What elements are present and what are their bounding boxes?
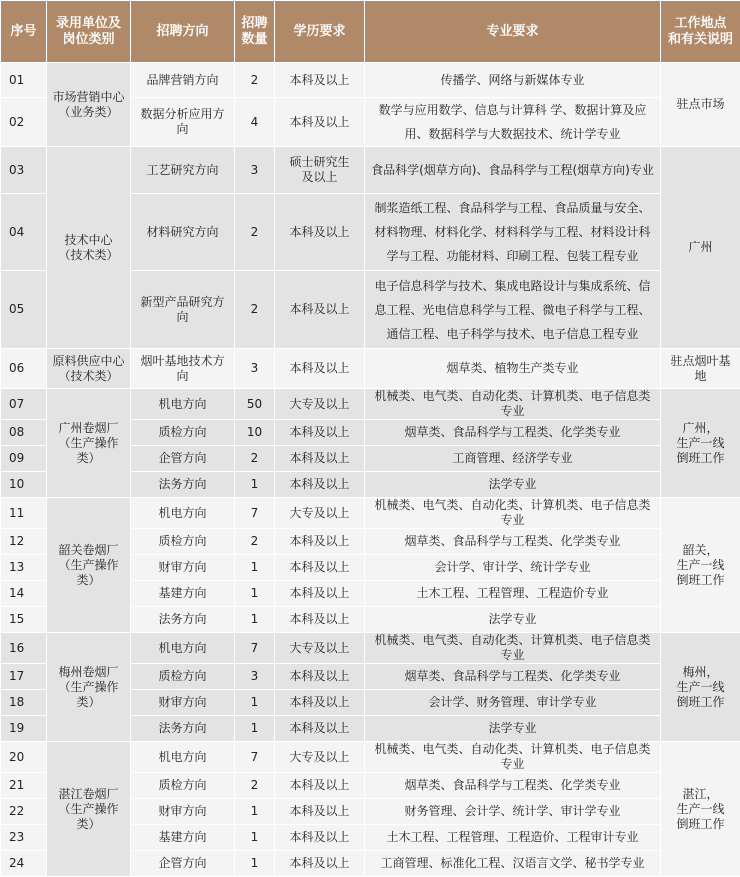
education-cell: 本科及以上	[275, 555, 365, 581]
direction-cell: 质检方向	[131, 773, 235, 799]
row-number: 07	[1, 389, 47, 420]
table-row	[1, 742, 740, 773]
row-number: 21	[1, 773, 47, 799]
unit-cell: 技术中心 （技术类）	[47, 147, 131, 349]
table-row	[1, 633, 740, 664]
count-cell: 2	[235, 194, 275, 271]
count-cell: 7	[235, 633, 275, 664]
direction-cell: 企管方向	[131, 851, 235, 877]
count-cell: 2	[235, 446, 275, 472]
table-row	[1, 63, 740, 98]
education-cell: 本科及以上	[275, 607, 365, 633]
major-cell: 传播学、网络与新媒体专业	[365, 63, 661, 98]
education-cell: 本科及以上	[275, 529, 365, 555]
education-cell: 本科及以上	[275, 851, 365, 877]
count-cell: 1	[235, 825, 275, 851]
direction-cell: 材料研究方向	[131, 194, 235, 271]
direction-cell: 新型产品研究方向	[131, 271, 235, 349]
row-number: 09	[1, 446, 47, 472]
row-number: 13	[1, 555, 47, 581]
unit-cell: 韶关卷烟厂 （生产操作类）	[47, 498, 131, 633]
count-cell: 1	[235, 581, 275, 607]
row-number: 19	[1, 716, 47, 742]
row-number: 14	[1, 581, 47, 607]
location-cell: 广州， 生产一线 倒班工作	[661, 389, 740, 498]
row-number: 17	[1, 664, 47, 690]
education-cell: 大专及以上	[275, 633, 365, 664]
direction-cell: 机电方向	[131, 742, 235, 773]
table-row	[1, 147, 740, 194]
major-cell: 法学专业	[365, 472, 661, 498]
direction-cell: 基建方向	[131, 581, 235, 607]
count-cell: 2	[235, 773, 275, 799]
education-cell: 硕士研究生 及以上	[275, 147, 365, 194]
major-cell: 烟草类、食品科学与工程类、化学类专业	[365, 664, 661, 690]
count-cell: 1	[235, 607, 275, 633]
row-number: 08	[1, 420, 47, 446]
direction-cell: 机电方向	[131, 633, 235, 664]
row-number: 22	[1, 799, 47, 825]
education-cell: 本科及以上	[275, 271, 365, 349]
education-cell: 大专及以上	[275, 498, 365, 529]
major-cell: 工商管理、经济学专业	[365, 446, 661, 472]
education-cell: 本科及以上	[275, 420, 365, 446]
direction-cell: 质检方向	[131, 420, 235, 446]
row-number: 06	[1, 349, 47, 389]
direction-cell: 质检方向	[131, 664, 235, 690]
major-cell: 电子信息科学与技术、集成电路设计与集成系统、信息工程、光电信息科学与工程、微电子科学与工程、通信工程、电子科学与技术、电子信息工程专业	[365, 271, 661, 349]
unit-cell: 湛江卷烟厂 （生产操作类）	[47, 742, 131, 877]
direction-cell: 财审方向	[131, 555, 235, 581]
table-row	[1, 349, 740, 389]
education-cell: 本科及以上	[275, 63, 365, 98]
count-cell: 10	[235, 420, 275, 446]
unit-cell: 梅州卷烟厂 （生产操作类）	[47, 633, 131, 742]
education-cell: 本科及以上	[275, 716, 365, 742]
count-cell: 1	[235, 555, 275, 581]
count-cell: 1	[235, 716, 275, 742]
count-cell: 7	[235, 742, 275, 773]
row-number: 11	[1, 498, 47, 529]
direction-cell: 企管方向	[131, 446, 235, 472]
direction-cell: 机电方向	[131, 498, 235, 529]
major-cell: 土木工程、工程管理、工程造价、工程审计专业	[365, 825, 661, 851]
location-cell: 驻点烟叶基地	[661, 349, 740, 389]
header-location: 工作地点 和有关说明	[661, 1, 740, 63]
header-education: 学历要求	[275, 1, 365, 63]
row-number: 03	[1, 147, 47, 194]
table-row	[1, 389, 740, 420]
education-cell: 大专及以上	[275, 389, 365, 420]
direction-cell: 工艺研究方向	[131, 147, 235, 194]
major-cell: 烟草类、食品科学与工程类、化学类专业	[365, 773, 661, 799]
education-cell: 本科及以上	[275, 664, 365, 690]
direction-cell: 法务方向	[131, 716, 235, 742]
count-cell: 1	[235, 851, 275, 877]
education-cell: 本科及以上	[275, 825, 365, 851]
education-cell: 本科及以上	[275, 446, 365, 472]
direction-cell: 品牌营销方向	[131, 63, 235, 98]
location-cell: 广州	[661, 147, 740, 349]
major-cell: 烟草类、食品科学与工程类、化学类专业	[365, 420, 661, 446]
education-cell: 本科及以上	[275, 98, 365, 147]
header-count: 招聘 数量	[235, 1, 275, 63]
count-cell: 1	[235, 799, 275, 825]
header-no: 序号	[1, 1, 47, 63]
direction-cell: 法务方向	[131, 607, 235, 633]
header-unit: 录用单位及 岗位类别	[47, 1, 131, 63]
direction-cell: 机电方向	[131, 389, 235, 420]
direction-cell: 财审方向	[131, 690, 235, 716]
major-cell: 法学专业	[365, 716, 661, 742]
header-direction: 招聘方向	[131, 1, 235, 63]
major-cell: 机械类、电气类、自动化类、计算机类、电子信息类专业	[365, 633, 661, 664]
major-cell: 数学与应用数学、信息与计算科 学、数据计算及应用、数据科学与大数据技术、统计学专业	[365, 98, 661, 147]
education-cell: 本科及以上	[275, 773, 365, 799]
row-number: 18	[1, 690, 47, 716]
major-cell: 食品科学(烟草方向)、食品科学与工程(烟草方向)专业	[365, 147, 661, 194]
row-number: 20	[1, 742, 47, 773]
education-cell: 本科及以上	[275, 799, 365, 825]
education-cell: 本科及以上	[275, 581, 365, 607]
major-cell: 机械类、电气类、自动化类、计算机类、电子信息类专业	[365, 498, 661, 529]
unit-cell: 广州卷烟厂 （生产操作类）	[47, 389, 131, 498]
row-number: 02	[1, 98, 47, 147]
major-cell: 机械类、电气类、自动化类、计算机类、电子信息类专业	[365, 742, 661, 773]
count-cell: 2	[235, 529, 275, 555]
row-number: 04	[1, 194, 47, 271]
count-cell: 3	[235, 147, 275, 194]
location-cell: 韶关， 生产一线 倒班工作	[661, 498, 740, 633]
direction-cell: 财审方向	[131, 799, 235, 825]
major-cell: 土木工程、工程管理、工程造价专业	[365, 581, 661, 607]
count-cell: 4	[235, 98, 275, 147]
direction-cell: 质检方向	[131, 529, 235, 555]
major-cell: 制浆造纸工程、食品科学与工程、食品质量与安全、材料物理、材料化学、材料科学与工程、材料设计科学与工程、功能材料、印刷工程、包装工程专业	[365, 194, 661, 271]
direction-cell: 法务方向	[131, 472, 235, 498]
row-number: 12	[1, 529, 47, 555]
count-cell: 3	[235, 349, 275, 389]
header-major: 专业要求	[365, 1, 661, 63]
row-number: 15	[1, 607, 47, 633]
location-cell: 驻点市场	[661, 63, 740, 147]
header-row	[1, 1, 740, 63]
education-cell: 本科及以上	[275, 472, 365, 498]
count-cell: 1	[235, 472, 275, 498]
education-cell: 大专及以上	[275, 742, 365, 773]
row-number: 16	[1, 633, 47, 664]
major-cell: 工商管理、标准化工程、汉语言文学、秘书学专业	[365, 851, 661, 877]
education-cell: 本科及以上	[275, 194, 365, 271]
education-cell: 本科及以上	[275, 349, 365, 389]
unit-cell: 市场营销中心 （业务类）	[47, 63, 131, 147]
direction-cell: 基建方向	[131, 825, 235, 851]
major-cell: 会计学、财务管理、审计学专业	[365, 690, 661, 716]
count-cell: 3	[235, 664, 275, 690]
row-number: 05	[1, 271, 47, 349]
major-cell: 烟草类、食品科学与工程类、化学类专业	[365, 529, 661, 555]
major-cell: 财务管理、会计学、统计学、审计学专业	[365, 799, 661, 825]
major-cell: 法学专业	[365, 607, 661, 633]
count-cell: 1	[235, 690, 275, 716]
count-cell: 50	[235, 389, 275, 420]
direction-cell: 数据分析应用方向	[131, 98, 235, 147]
count-cell: 2	[235, 271, 275, 349]
major-cell: 烟草类、植物生产类专业	[365, 349, 661, 389]
row-number: 01	[1, 63, 47, 98]
unit-cell: 原料供应中心 （技术类）	[47, 349, 131, 389]
count-cell: 2	[235, 63, 275, 98]
education-cell: 本科及以上	[275, 690, 365, 716]
direction-cell: 烟叶基地技术方向	[131, 349, 235, 389]
table-row	[1, 498, 740, 529]
major-cell: 会计学、审计学、统计学专业	[365, 555, 661, 581]
row-number: 24	[1, 851, 47, 877]
count-cell: 7	[235, 498, 275, 529]
location-cell: 梅州， 生产一线 倒班工作	[661, 633, 740, 742]
row-number: 23	[1, 825, 47, 851]
major-cell: 机械类、电气类、自动化类、计算机类、电子信息类专业	[365, 389, 661, 420]
row-number: 10	[1, 472, 47, 498]
location-cell: 湛江， 生产一线 倒班工作	[661, 742, 740, 877]
